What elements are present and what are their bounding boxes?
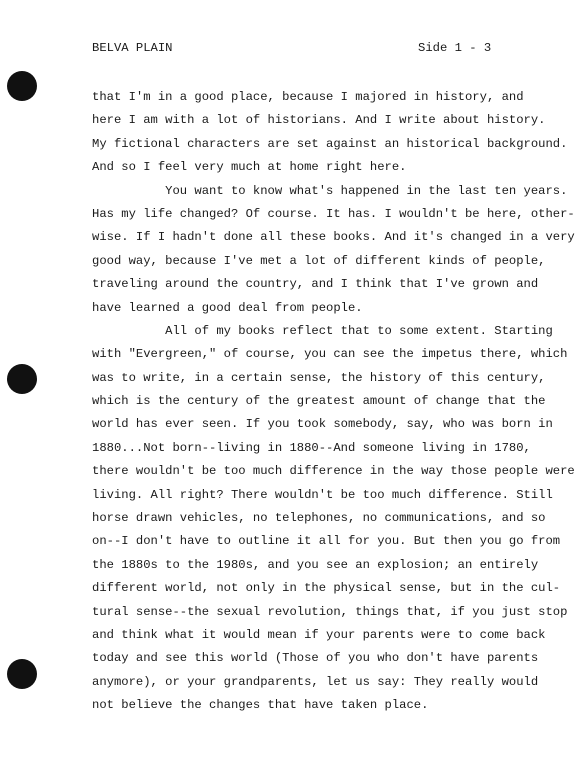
text-line: And so I feel very much at home right here. [92,160,407,175]
text-line: which is the century of the greatest amount of change that the [92,394,546,409]
text-line: 1880...Not born--living in 1880--And someone living in 1780, [92,440,531,455]
text-line: All of my books reflect that to some extent. Starting [92,323,553,338]
text-line: tural sense--the sexual revolution, things that, if you just stop [92,604,568,619]
text-line: there wouldn't be too much difference in the way those people were [92,464,575,479]
header-author: BELVA PLAIN [92,41,173,55]
transcript-body [92,89,575,721]
text-line: Has my life changed? Of course. It has. I wouldn't be here, other- [92,206,575,221]
text-line: with "Evergreen," of course, you can see the impetus there, which [92,347,568,362]
text-line: My fictional characters are set against an historical background. [92,136,568,151]
text-line: different world, not only in the physical sense, but in the cul- [92,581,561,596]
text-line: anymore), or your grandparents, let us say: They really would [92,674,539,689]
text-line: horse drawn vehicles, no telephones, no communications, and so [92,511,546,526]
text-line: world has ever seen. If you took somebody, say, who was born in [92,417,553,432]
text-line: good way, because I've met a lot of different kinds of people, [92,253,546,268]
text-line: here I am with a lot of historians. And I write about history. [92,113,546,128]
text-line: and think what it would mean if your parents were to come back [92,627,546,642]
binder-hole-middle [7,364,37,394]
text-line: You want to know what's happened in the last ten years. [92,183,568,198]
text-line: on--I don't have to outline it all for you. But then you go from [92,534,561,549]
header-side-page: Side 1 - 3 [418,41,492,55]
text-line: living. All right? There wouldn't be too much difference. Still [92,487,553,502]
text-line: traveling around the country, and I think that I've grown and [92,277,539,292]
text-line: wise. If I hadn't done all these books. And it's changed in a very [92,230,575,245]
text-line: have learned a good deal from people. [92,300,363,315]
text-line: that I'm in a good place, because I majored in history, and [92,90,524,104]
binder-hole-top [7,71,37,101]
text-line: today and see this world (Those of you who don't have parents [92,651,539,666]
text-line: the 1880s to the 1980s, and you see an explosion; an entirely [92,557,539,572]
text-line: was to write, in a certain sense, the history of this century, [92,370,546,385]
page-header [92,40,492,56]
text-line: not believe the changes that have taken place. [92,698,429,713]
binder-hole-bottom [7,659,37,689]
